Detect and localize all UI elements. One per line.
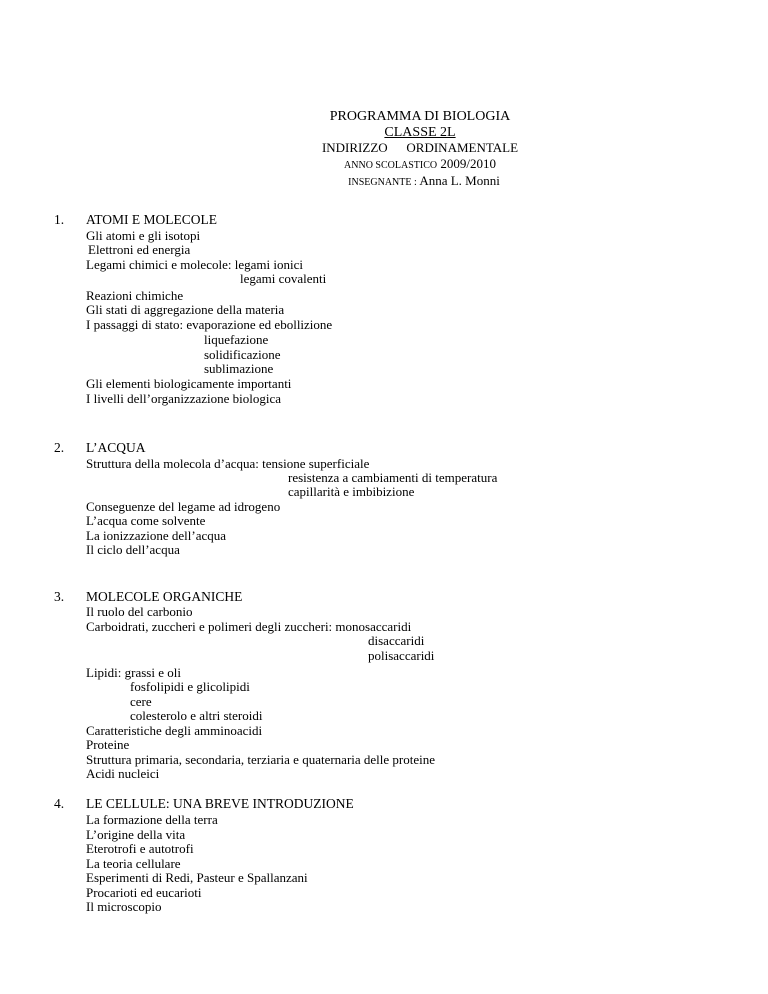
list-item: Gli elementi biologicamente importanti — [86, 376, 292, 391]
list-item: La ionizzazione dell’acqua — [86, 528, 227, 543]
track-label: INDIRIZZO ORDINAMENTALE — [321, 140, 519, 155]
list-item: L’acqua come solvente — [86, 513, 206, 528]
list-item: Il microscopio — [86, 899, 162, 914]
document-title: PROGRAMMA DI BIOLOGIA — [329, 109, 511, 124]
section-title: L’ACQUA — [86, 440, 146, 455]
list-item: Struttura primaria, secondaria, terziaria e quaternaria delle proteine — [86, 752, 436, 767]
school-year-value: 2009/2010 — [440, 156, 496, 171]
list-item: La formazione della terra — [86, 812, 218, 827]
teacher — [40, 173, 768, 189]
list-item: Elettroni ed energia — [88, 242, 191, 257]
list-item: Gli stati di aggregazione della materia — [86, 302, 285, 317]
list-item: Legami chimici e molecole: legami ionici — [86, 257, 303, 272]
section-number: 4. — [54, 796, 65, 811]
list-item: L’origine della vita — [86, 827, 186, 842]
teacher-label: INSEGNANTE : — [348, 177, 417, 188]
section-title: MOLECOLE ORGANICHE — [86, 589, 243, 604]
list-item: Gli atomi e gli isotopi — [86, 228, 201, 243]
school-year-label: ANNO SCOLASTICO — [344, 160, 438, 171]
list-item: cere — [130, 694, 152, 709]
section-number: 2. — [54, 440, 65, 455]
section-number: 3. — [54, 589, 65, 604]
section-number: 1. — [54, 212, 65, 227]
list-item: Carboidrati, zuccheri e polimeri degli zuccheri: monosaccaridi — [86, 619, 412, 634]
list-item: resistenza a cambiamenti di temperatura — [288, 470, 498, 485]
teacher-name: Anna L. Monni — [419, 173, 500, 188]
list-item: Acidi nucleici — [86, 766, 160, 781]
list-item: capillarità e imbibizione — [288, 484, 415, 499]
list-item: legami covalenti — [240, 271, 327, 286]
list-item: fosfolipidi e glicolipidi — [130, 679, 250, 694]
list-item: I livelli dell’organizzazione biologica — [86, 391, 282, 406]
list-item: liquefazione — [204, 332, 269, 347]
list-item: I passaggi di stato: evaporazione ed ebollizione — [86, 317, 333, 332]
list-item: colesterolo e altri steroidi — [130, 708, 263, 723]
list-item: polisaccaridi — [368, 648, 435, 663]
list-item: Proteine — [86, 737, 130, 752]
list-item: Conseguenze del legame ad idrogeno — [86, 499, 281, 514]
list-item: Struttura della molecola d’acqua: tensione superficiale — [86, 456, 370, 471]
class-label: CLASSE 2L — [384, 125, 456, 140]
list-item: Esperimenti di Redi, Pasteur e Spallanzani — [86, 870, 308, 885]
list-item: Eterotrofi e autotrofi — [86, 841, 194, 856]
list-item: Il ciclo dell’acqua — [86, 542, 180, 557]
list-item: Lipidi: grassi e oli — [86, 665, 181, 680]
list-item: Caratteristiche degli amminoacidi — [86, 723, 263, 738]
section-title: ATOMI E MOLECOLE — [86, 212, 217, 227]
list-item: disaccaridi — [368, 633, 425, 648]
school-year — [36, 156, 768, 172]
section-title: LE CELLULE: UNA BREVE INTRODUZIONE — [86, 796, 354, 811]
list-item: Procarioti ed eucarioti — [86, 885, 202, 900]
list-item: Reazioni chimiche — [86, 288, 184, 303]
list-item: La teoria cellulare — [86, 856, 181, 871]
list-item: solidificazione — [204, 347, 281, 362]
list-item: sublimazione — [204, 361, 274, 376]
list-item: Il ruolo del carbonio — [86, 604, 193, 619]
